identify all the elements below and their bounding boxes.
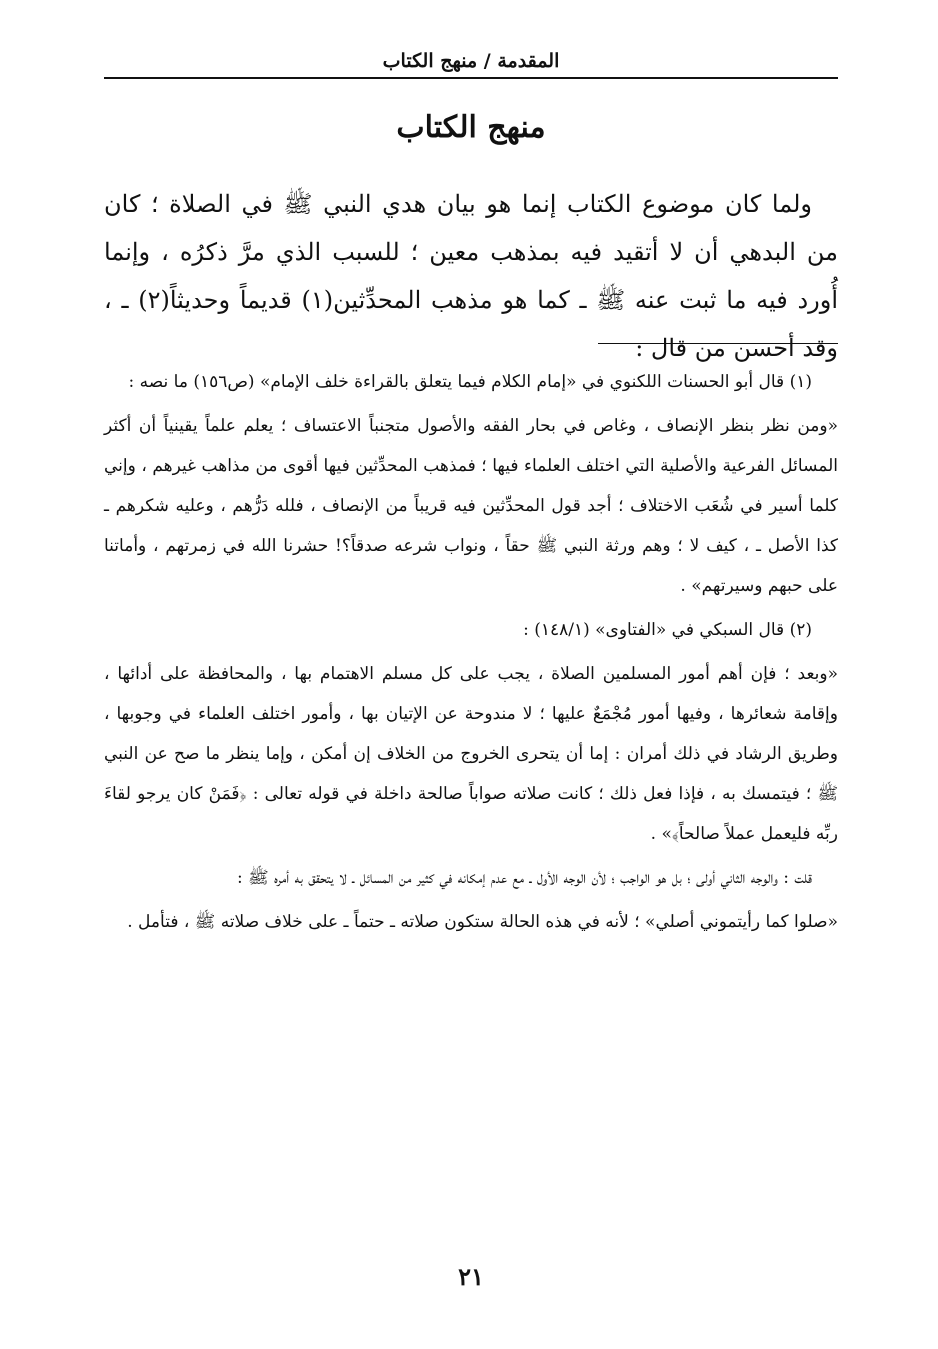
footnote-2-quote: «وبعد ؛ فإن أهم أمور المسلمين الصلاة ، يجب على كل مسلم الاهتمام بها ، والمحافظة على أدائها ، وإقامة شعائرها ، وفيها أمور مُجْمَعٌ عليها ؛ لا مندوحة عن الإتيان بها ، وأمور اختلف العلماء في وجوبها ، وطريق الرشاد في ذلك أمران : إما أن يتحرى الخروج من الخلاف إن أمكن ، وإما ينظر ما صح عن النبي ﷺ ؛ فيتمسك به ، فإذا فعل ذلك ؛ كانت صلاته صواباً صالحة داخلة في قوله تعالى : ﴿فَمَنْ كان يرجو لقاءَ ربِّه فليعمل عملاً صالحاً﴾» . — [104, 664, 838, 844]
running-header: المقدمة / منهج الكتاب — [382, 50, 560, 72]
footnote-comment: قلت : والوجه الثاني أولى ؛ بل هو الواجب ؛ لأن الوجه الأول ـ مع عدم إمكانه في كثير من المسائل ـ لا يتحقق به أمره ﷺ : — [237, 868, 812, 888]
main-paragraph: ولما كان موضوع الكتاب إنما هو بيان هدي النبي ﷺ في الصلاة ؛ كان من البدهي أن لا أتقيد فيه بمذهب معين ؛ للسبب الذي مرَّ ذكرُه ، وإنما أُورد فيه ما ثبت عنه ﷺ ـ كما هو مذهب المحدِّثين(١) قديماً وحديثاً(٢) ـ ، وقد أحسن من قال : — [104, 190, 839, 362]
footnote-2-intro: (٢) قال السبكي في «الفتاوى» (١٤٨/١) : — [523, 620, 812, 640]
page-number: ٢١ — [458, 1262, 484, 1291]
footnote-separator — [598, 343, 838, 344]
footnote-1-intro: (١) قال أبو الحسنات اللكنوي في «إمام الكلام فيما يتعلق بالقراءة خلف الإمام» (ص١٥٦) ما نصه : — [128, 372, 812, 392]
chapter-title: منهج الكتاب — [396, 110, 546, 145]
footnote-1-quote: «ومن نظر بنظر الإنصاف ، وغاص في بحار الفقه والأصول متجنباً الاعتساف ؛ يعلم علماً يقينياً أن أكثر المسائل الفرعية والأصلية التي اختلف العلماء فيها ؛ فمذهب المحدِّثين فيها أقوى من مذاهب غيرهم ، وإني كلما أسير في شُعَب الاختلاف ؛ أجد قول المحدِّثين فيه قريباً من الإنصاف ، فلله دَرُّهم ، وعليه شكرهم ـ كذا الأصل ـ ، كيف لا ؛ وهم ورثة النبي ﷺ حقاً ، ونواب شرعه صدقاً؟! حشرنا الله في زمرتهم ، وأماتنا على حبهم وسيرتهم» . — [104, 416, 838, 596]
footnote-hadith: «صلوا كما رأيتموني أصلي» ؛ لأنه في هذه الحالة ستكون صلاته ـ حتماً ـ على خلاف صلاته ﷺ ، فتأمل . — [127, 912, 838, 932]
header-rule — [104, 77, 838, 79]
footnotes — [104, 362, 838, 946]
